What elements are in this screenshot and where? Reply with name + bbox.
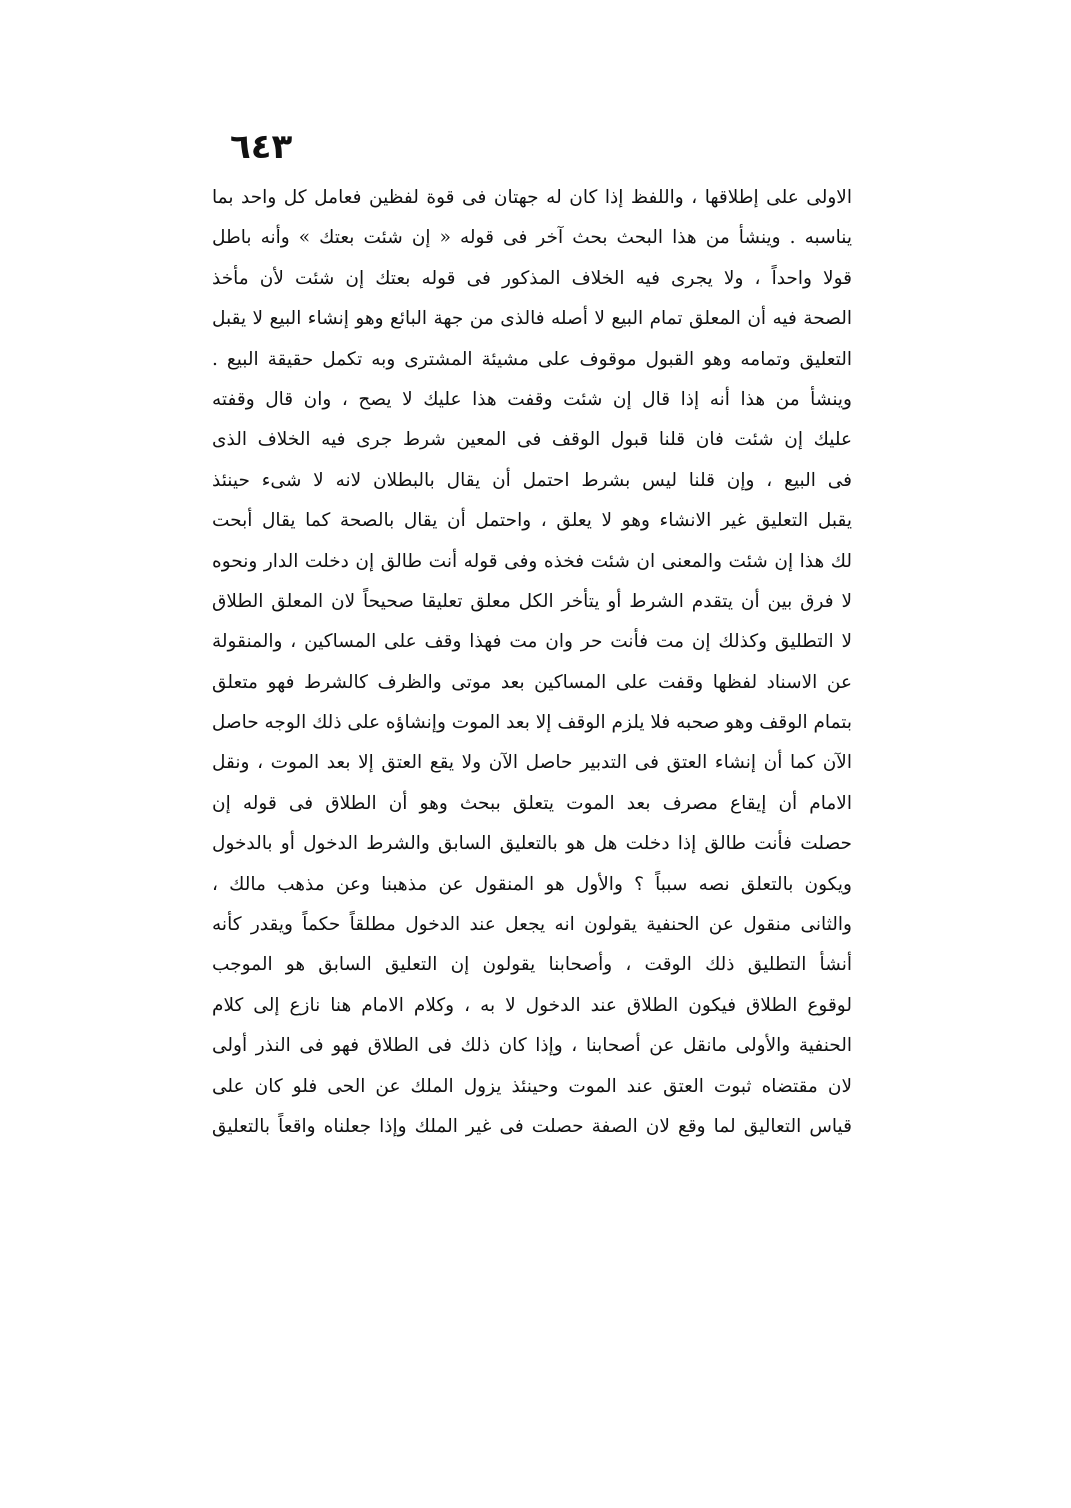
text-line: لوقوع الطلاق فيكون الطلاق عند الدخول لا به ، وكلام الامام هنا نازع إلى كلام: [212, 994, 852, 1016]
text-line: قياس التعاليق لما وقع لان الصفة حصلت فى غير الملك وإذا جعلناه واقعاً بالتعليق: [212, 1115, 852, 1137]
text-line: عليك إن شئت فان قلنا قبول الوقف فى المعين شرط جرى فيه الخلاف الذى: [212, 429, 852, 451]
text-line: قولا واحداً ، ولا يجرى فيه الخلاف المذكور فى قوله بعتك إن شئت لأن مأخذ: [212, 267, 852, 289]
text-line: لك هذا إن شئت والمعنى ان شئت فخذه وفى قوله أنت طالق إن دخلت الدار ونحوه: [212, 550, 852, 572]
text-line: الحنفية والأولى مانقل عن أصحابنا ، وإذا كان ذلك فى الطلاق فهو فى النذر أولى: [212, 1035, 852, 1057]
text-line: الصحة فيه أن المعلق تمام البيع لا أصله فالذى من جهة البائع وهو إنشاء البيع لا يقبل: [212, 308, 852, 330]
text-line: بتمام الوقف وهو صحبه فلا يلزم الوقف إلا بعد الموت وإنشاؤه على ذلك الوجه حاصل: [212, 712, 852, 734]
text-line: والثانى منقول عن الحنفية يقولون انه يجعل عند الدخول مطلقاً حكماً ويقدر كأنه: [212, 914, 852, 936]
text-line: فى البيع ، وإن قلنا ليس بشرط احتمل أن يقال بالبطلان لانه لا شىء حينئذ: [212, 469, 852, 491]
page-number: ٦٤٣: [230, 127, 293, 167]
text-line: ويكون بالتعلق نصه سبباً ؟ والأول هو المنقول عن مذهبنا وعن مذهب مالك ،: [212, 873, 852, 895]
text-line: لا فرق بين أن يتقدم الشرط أو يتأخر الكل معلق تعليقا صحيحاً لان المعلق الطلاق: [212, 590, 852, 612]
text-line: الاولى على إطلاقها ، واللفظ إذا كان له جهتان فى قوة لفظين فعامل كل واحد بما: [212, 187, 852, 208]
text-line: التعليق وتمامه وهو القبول موقوف على مشيئة المشترى وبه تكمل حقيقة البيع .: [212, 348, 852, 370]
text-line: يناسبه . وينشأ من هذا البحث بحث آخر فى قوله « إن شئت بعتك » وأنه باطل: [212, 227, 852, 249]
page-body-text: [212, 178, 852, 1147]
text-line: الآن كما أن إنشاء العتق فى التدبير حاصل الآن ولا يقع العتق إلا بعد الموت ، ونقل: [212, 752, 852, 774]
text-line: لا التطليق وكذلك إن مت فأنت حر وان مت فهذا وقف على المساكين ، والمنقولة: [212, 631, 852, 653]
text-line: وينشأ من هذا أنه إذا قال إن شئت وقفت هذا عليك لا يصح ، وان قال وقفته: [212, 388, 852, 410]
text-line: أنشأ التطليق ذلك الوقت ، وأصحابنا يقولون إن التعليق السابق هو الموجب: [212, 954, 852, 976]
text-line: يقبل التعليق غير الانشاء وهو لا يعلق ، واحتمل أن يقال بالصحة كما يقال أبحت: [212, 510, 852, 532]
text-line: عن الاسناد لفظها وقفت على المساكين بعد موتى والظرف كالشرط فهو متعلق: [212, 671, 852, 693]
text-line: حصلت فأنت طالق إذا دخلت هل هو بالتعليق السابق والشرط الدخول أو بالدخول: [212, 833, 852, 855]
text-line: الامام أن إيقاع مصرف بعد الموت يتعلق ببحث وهو أن الطلاق فى قوله إن: [212, 792, 852, 814]
text-line: لان مقتضاه ثبوت العتق عند الموت وحينئذ يزول الملك عن الحى فلو كان على: [212, 1075, 852, 1097]
